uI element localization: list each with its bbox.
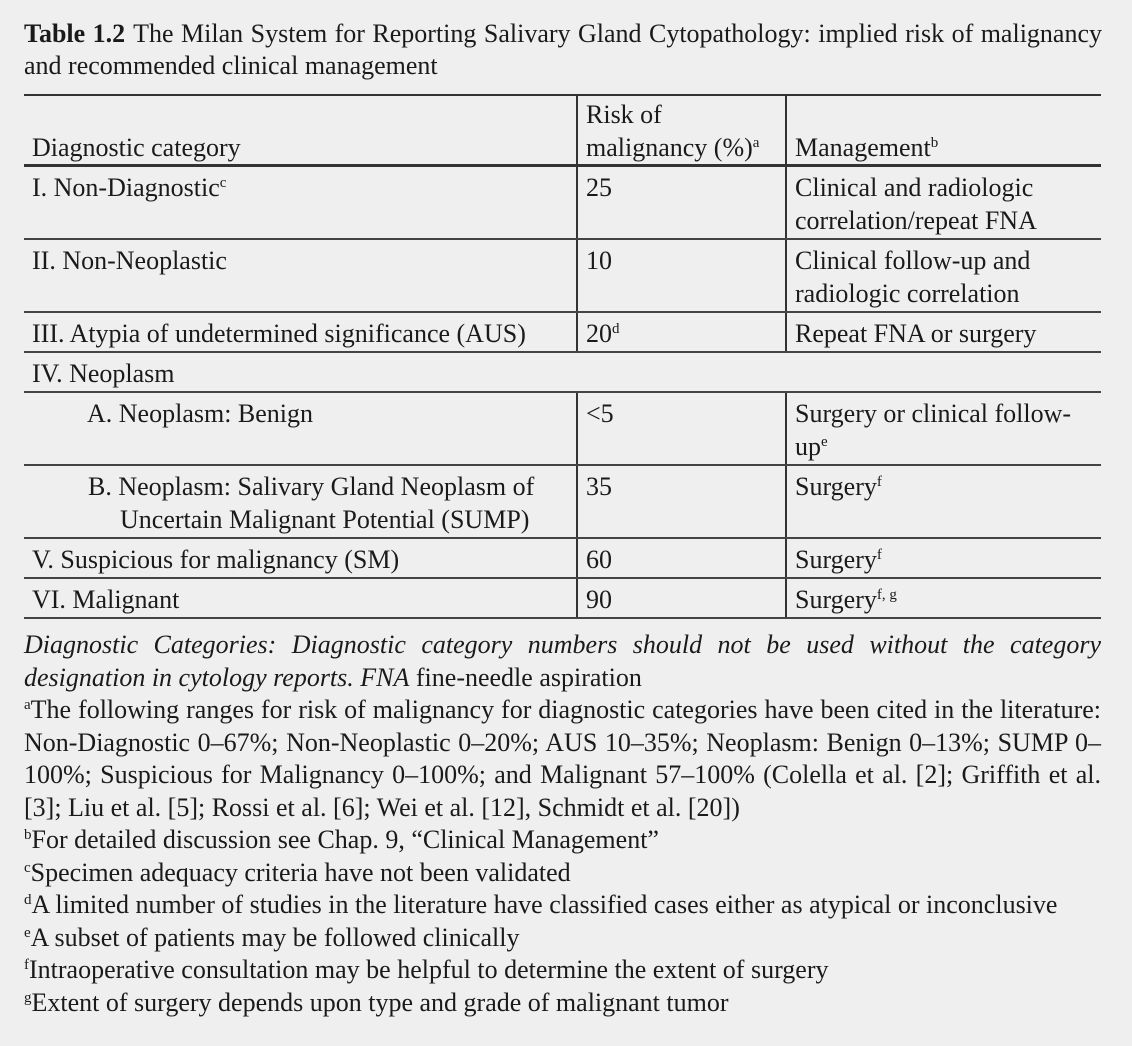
footnote-marker: f (876, 474, 882, 490)
risk-cell: 25 (577, 166, 786, 240)
footnote-e: $^e$A subset of patients may be followed clinically (24, 922, 520, 952)
table-row (24, 465, 1101, 538)
footnote-marker: f (876, 547, 882, 563)
category-cell: V. Suspicious for malignancy (SM) (24, 538, 577, 578)
header-management: Management$^b$ (786, 95, 1101, 166)
table-row (24, 312, 1101, 352)
risk-cell: 10 (577, 239, 786, 312)
table-title: The Milan System for Reporting Salivary Gland Cytopathology: implied risk of malignancy and recommended clinical management (24, 19, 1102, 80)
management-cell: Surgery or clinical follow-$up^e$ (786, 392, 1101, 465)
categories-note: Diagnostic Categories: Diagnostic category numbers should not be used without the category designation in cytology reports. FNA fine-needle aspiration (24, 630, 1101, 692)
footnote-marker: f, g (876, 587, 897, 603)
category-cell: VI. Malignant (24, 578, 577, 618)
management-cell: Surgery$^f$ (786, 538, 1101, 578)
footnote-d: $^d$A limited number of studies in the literature have classified cases either as atypical or inconclusive (24, 890, 1058, 919)
category-cell: I. Non-Diagnostic$^c$ (24, 166, 577, 240)
table-row (24, 538, 1101, 578)
risk-cell: 60 (577, 538, 786, 578)
table-row-group-heading (24, 352, 1101, 392)
table-row (24, 578, 1101, 618)
table-header-row (24, 95, 1101, 166)
header-diagnostic-category: Diagnostic category (24, 95, 577, 166)
footnote-marker: b (930, 135, 939, 151)
table-notes (24, 629, 1101, 1019)
risk-cell: 90 (577, 578, 786, 618)
management-cell: Surgery$^{f, g}$ (786, 578, 1101, 618)
table-row (24, 166, 1101, 240)
footnote-a: $^a$The following ranges for risk of malignancy for diagnostic categories have been cited in the literature: Non-Diagnostic 0–67%; Non-Neoplastic 0–20%; AUS 10–35%; Neoplasm: Benign 0–13%; SUMP 0–100%; Suspicious for Malignancy 0–100%; and Malignant 57–100% (Colella et al. [2]; Griffith et al. [3]; Liu et al. [5]; Rossi et al. [6]; Wei et al. [12], Schmidt et al. [20]) (24, 695, 1101, 822)
table-caption (24, 18, 1102, 82)
table-row (24, 392, 1101, 465)
footnote-f: $^f$Intraoperative consultation may be helpful to determine the extent of surgery (24, 955, 829, 984)
management-cell: Surgery$^f$ (786, 465, 1101, 538)
table-label: Table 1.2 (24, 19, 126, 48)
header-risk-of-malignancy: Risk of malignancy (%)$^a$ (577, 95, 786, 166)
category-group-cell: IV. Neoplasm (24, 352, 1101, 392)
footnote-b: $^b$For detailed discussion see Chap. 9, “Clinical Management” (24, 825, 659, 854)
risk-cell: <5 (577, 392, 786, 465)
category-cell: A. Neoplasm: Benign (24, 392, 577, 465)
footnote-marker: c (219, 175, 227, 191)
category-cell: III. Atypia of undetermined significance (AUS) (24, 312, 577, 352)
management-cell: Clinical follow-up and radiologic correlation (786, 239, 1101, 312)
management-cell: Clinical and radiologic correlation/repeat FNA (786, 166, 1101, 240)
management-cell: Repeat FNA or surgery (786, 312, 1101, 352)
table-row (24, 239, 1101, 312)
footnote-marker: e (821, 434, 828, 450)
risk-cell: 35 (577, 465, 786, 538)
risk-cell: 20$^d$ (577, 312, 786, 352)
footnote-marker: d (612, 321, 620, 337)
milan-system-table (24, 94, 1101, 619)
footnote-c: $^c$Specimen adequacy criteria have not been validated (24, 857, 571, 887)
footnote-marker: a (752, 135, 760, 151)
category-cell: II. Non-Neoplastic (24, 239, 577, 312)
footnote-g: $^g$Extent of surgery depends upon type and grade of malignant tumor (24, 987, 729, 1017)
category-cell: B. Neoplasm: Salivary Gland Neoplasm of Uncertain Malignant Potential (SUMP) (24, 465, 577, 538)
